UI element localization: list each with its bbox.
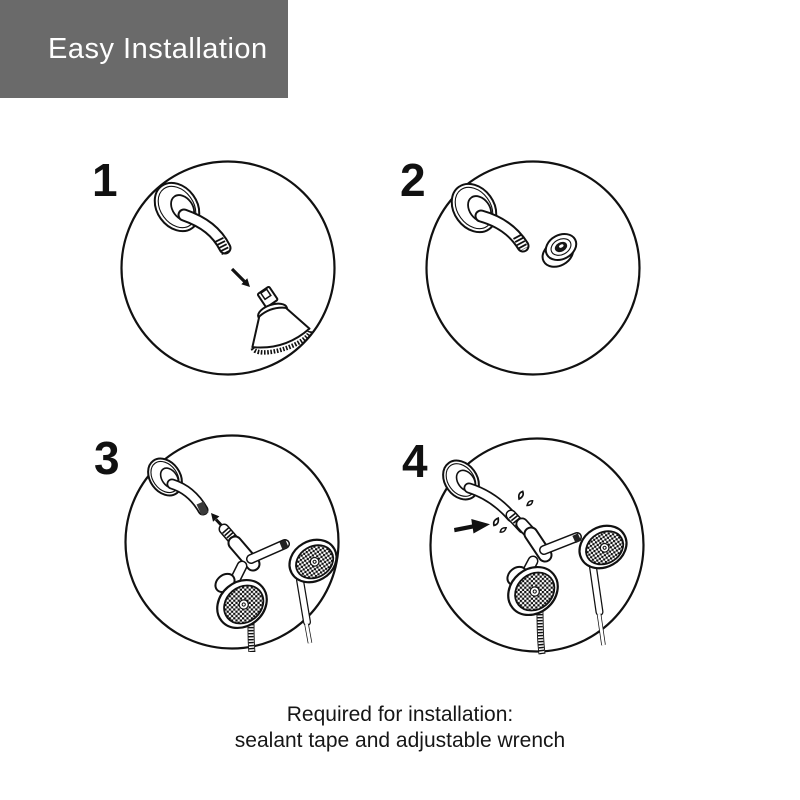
step-2-illustration-sealant-tape-icon <box>423 158 643 378</box>
footer-line-1: Required for installation: <box>286 703 514 726</box>
step-1-illustration-shower-head-detached-icon <box>118 158 338 378</box>
step-2-number: 2 <box>400 154 426 206</box>
footer-note <box>0 702 800 754</box>
footer-line-2: sealant tape and adjustable wrench <box>234 729 566 752</box>
header-banner <box>0 0 288 98</box>
step-3-number: 3 <box>94 432 120 484</box>
page-title: Easy Installation <box>48 33 268 65</box>
step-4-illustration-tighten-check-leaks-icon <box>427 435 647 655</box>
step-1-number: 1 <box>92 154 118 206</box>
step-3-illustration-attach-assembly-icon <box>122 432 342 652</box>
step-4-number: 4 <box>402 435 428 487</box>
